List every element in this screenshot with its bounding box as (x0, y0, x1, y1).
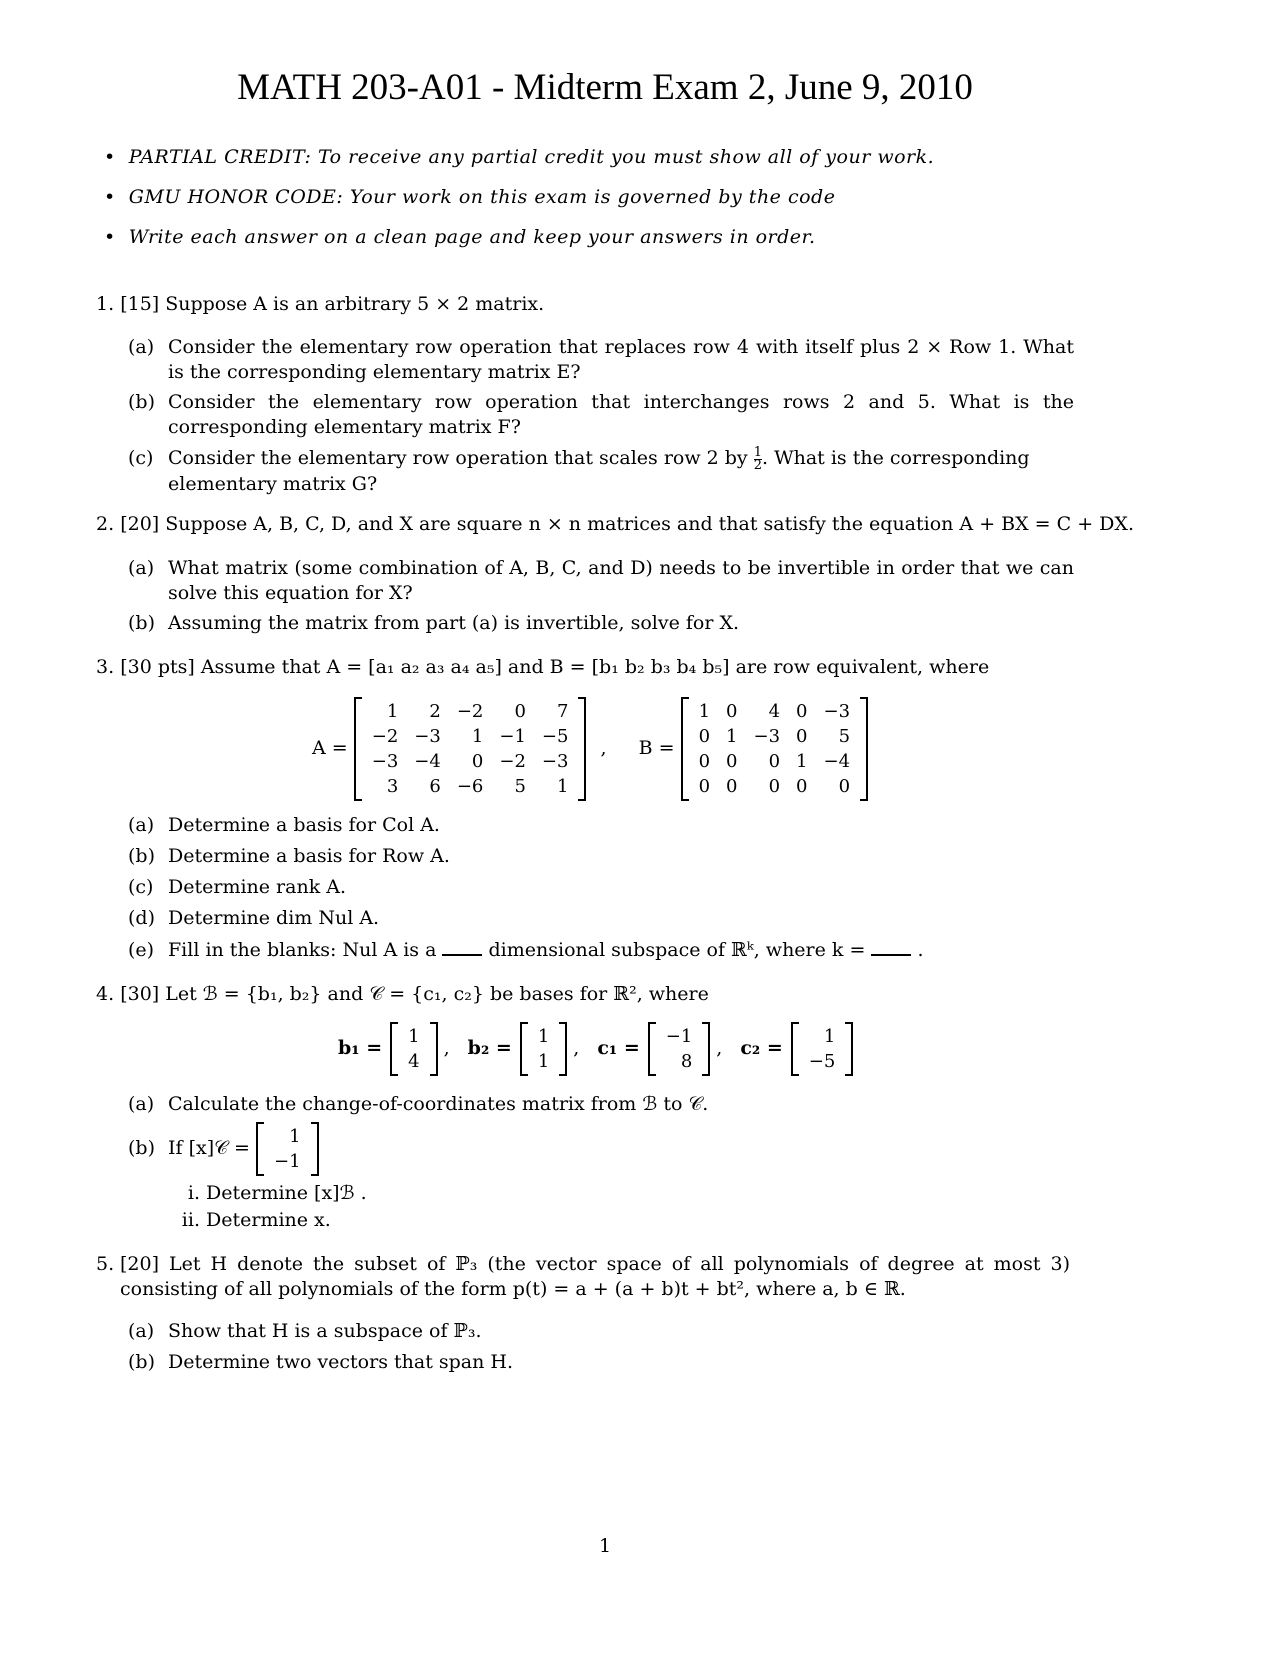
matrix-a-label: A = (312, 737, 348, 759)
bullet-answers: • Write each answer on a clean page and keep your answers in order. (104, 226, 816, 248)
vector-label: c₁ = (597, 1037, 640, 1059)
q3-part-d: (d) Determine dim Nul A. (128, 907, 380, 929)
matrix-a-cell: 0 (471, 751, 484, 772)
vector-label: b₁ = (338, 1037, 383, 1059)
q4-vectors: b₁ = 1 4 , b₂ = 1 1 , c₁ = −1 8 , c₂ = 1 −5 (338, 1022, 853, 1076)
matrix-b-cell: 0 (698, 751, 711, 772)
matrix-b-cell: 0 (796, 726, 808, 747)
matrix-b-cell: 0 (768, 751, 781, 772)
matrix-a-cell: 5 (514, 776, 526, 797)
matrix-b-cell: −4 (823, 751, 851, 772)
q3-part-b: (b) Determine a basis for Row A. (128, 845, 450, 867)
bullet-partial-credit: • PARTIAL CREDIT: To receive any partial credit you must show all of your work. (104, 146, 935, 168)
q4-part-a: (a) Calculate the change-of-coordinates matrix from ℬ to 𝒞. (128, 1093, 709, 1115)
matrix-a-cell: −5 (541, 726, 569, 747)
matrix-b-cell: 0 (838, 776, 851, 797)
q1-part-b: (b) Consider the elementary row operation that interchanges rows 2 and 5. What is the corresponding elementary matrix F? (128, 391, 1074, 438)
matrix-b-cell: 0 (726, 701, 738, 722)
vector-x-c: 1 −1 (256, 1122, 319, 1176)
matrix-a-cell: 1 (557, 776, 569, 797)
matrix-a-cell: −3 (414, 726, 441, 747)
matrix-a-cell: −3 (371, 751, 399, 772)
matrix-a-cell: −6 (456, 776, 484, 797)
matrix-a-cell: −2 (371, 726, 399, 747)
matrix-b-label: B = (638, 737, 675, 759)
vector-label: b₂ = (467, 1037, 512, 1059)
matrix-a-cell: 3 (386, 776, 399, 797)
blank-dimension (442, 954, 482, 956)
blank-k (871, 954, 911, 956)
matrix-b-cell: 0 (726, 751, 738, 772)
page-title: MATH 203-A01 - Midterm Exam 2, June 9, 2010 (237, 67, 973, 108)
matrix-b-cell: −3 (823, 701, 851, 722)
matrix-b-cell: 1 (796, 751, 808, 772)
matrix-a-cell: −4 (414, 751, 441, 772)
matrix-a-cell: 0 (514, 701, 526, 722)
vector-label: c₂ = (740, 1037, 783, 1059)
q4-stem: 4. [30] Let ℬ = {b₁, b₂} and 𝒞 = {c₁, c₂} be bases for ℝ², where (96, 983, 709, 1005)
q2-stem: 2. [20] Suppose A, B, C, D, and X are square n × n matrices and that satisfy the equation A + BX = C + DX. (96, 513, 1134, 535)
matrix-a-cell: −1 (499, 726, 526, 747)
matrix-a-cell: 6 (429, 776, 441, 797)
column-vector: −1 8 (648, 1022, 711, 1076)
matrix-b-cell: 0 (698, 726, 711, 747)
q4-part-b-ii: ii. Determine x. (181, 1209, 331, 1231)
q2-part-b: (b) Assuming the matrix from part (a) is invertible, solve for X. (128, 612, 740, 634)
matrix-b-cell: 1 (726, 726, 738, 747)
matrix-b-cell: 4 (768, 701, 781, 722)
q5-part-a: (a) Show that H is a subspace of ℙ₃. (128, 1320, 482, 1342)
matrix-a-cell: 1 (386, 701, 399, 722)
matrix-b-cell: 1 (698, 701, 711, 722)
matrix-a-cell: 1 (471, 726, 484, 747)
matrix-b-cell: 5 (838, 726, 851, 747)
q1-part-c: (c) Consider the elementary row operation that scales row 2 by $\frac{1}{2}$ . What is the corresponding elementary matrix G? (128, 444, 1030, 495)
matrix-b (681, 697, 868, 801)
matrix-a-block: A = 1 2 −2 0 7 −2 −3 1 −1 −5 −3 −4 0 −2 −3 3 6 −6 5 1 , B = 1 0 4 0 −3 0 1 −3 0 5 0 0 0 1 −4 0 0 0 0 0 (312, 697, 868, 801)
column-vector: 1 −5 (791, 1022, 854, 1076)
matrix-a (354, 697, 587, 801)
matrix-a-cell: 7 (557, 701, 569, 722)
q5-part-b: (b) Determine two vectors that span H. (128, 1351, 513, 1373)
matrix-b-cell: −3 (753, 726, 781, 747)
q1-part-a: (a) Consider the elementary row operation that replaces row 4 with itself plus 2 × Row 1. What is the corresponding elementary matrix E? (128, 336, 1074, 383)
column-vector: 1 1 (520, 1022, 567, 1076)
matrix-b-cell: 0 (768, 776, 781, 797)
q4-part-b: (b) If [x]𝒞 = 1 −1 (128, 1122, 319, 1176)
q3-part-c: (c) Determine rank A. (128, 876, 347, 898)
matrix-a-cell: −2 (499, 751, 526, 772)
q3-part-e: (e) Fill in the blanks: Nul A is a dimensional subspace of ℝᵏ, where k = . (128, 939, 924, 961)
matrix-a-cell: −3 (541, 751, 569, 772)
q2-part-a: (a) What matrix (some combination of A, B, C, and D) needs to be invertible in order that we can solve this equation for X? (128, 557, 1074, 604)
matrix-b-cell: 0 (796, 701, 808, 722)
page-number: 1 (598, 1535, 612, 1557)
q4-part-b-i: i. Determine [x]ℬ . (187, 1182, 367, 1204)
q3-part-a: (a) Determine a basis for Col A. (128, 814, 440, 836)
column-vector: 1 4 (390, 1022, 437, 1076)
matrix-b-cell: 0 (796, 776, 808, 797)
fraction-one-half: $\frac{1}{2}$ (753, 444, 762, 473)
matrix-b-cell: 0 (698, 776, 711, 797)
matrix-a-cell: −2 (456, 701, 484, 722)
matrix-a-cell: 2 (429, 701, 441, 722)
q3-stem: 3. [30 pts] Assume that A = [a₁ a₂ a₃ a₄ a₅] and B = [b₁ b₂ b₃ b₄ b₅] are row equivalent, where (96, 656, 990, 678)
bullet-honor-code: • GMU HONOR CODE: Your work on this exam is governed by the code (104, 186, 836, 208)
q1-stem: 1. [15] Suppose A is an arbitrary 5 × 2 matrix. (96, 293, 545, 315)
q5-stem: 5. [20] Let H denote the subset of ℙ₃ (the vector space of all polynomials of degree at most 3) consisting of all polynomials of the form p(t) = a + (a + b)t + bt², where a, b ∈ ℝ. (96, 1253, 1070, 1300)
matrix-b-cell: 0 (726, 776, 738, 797)
